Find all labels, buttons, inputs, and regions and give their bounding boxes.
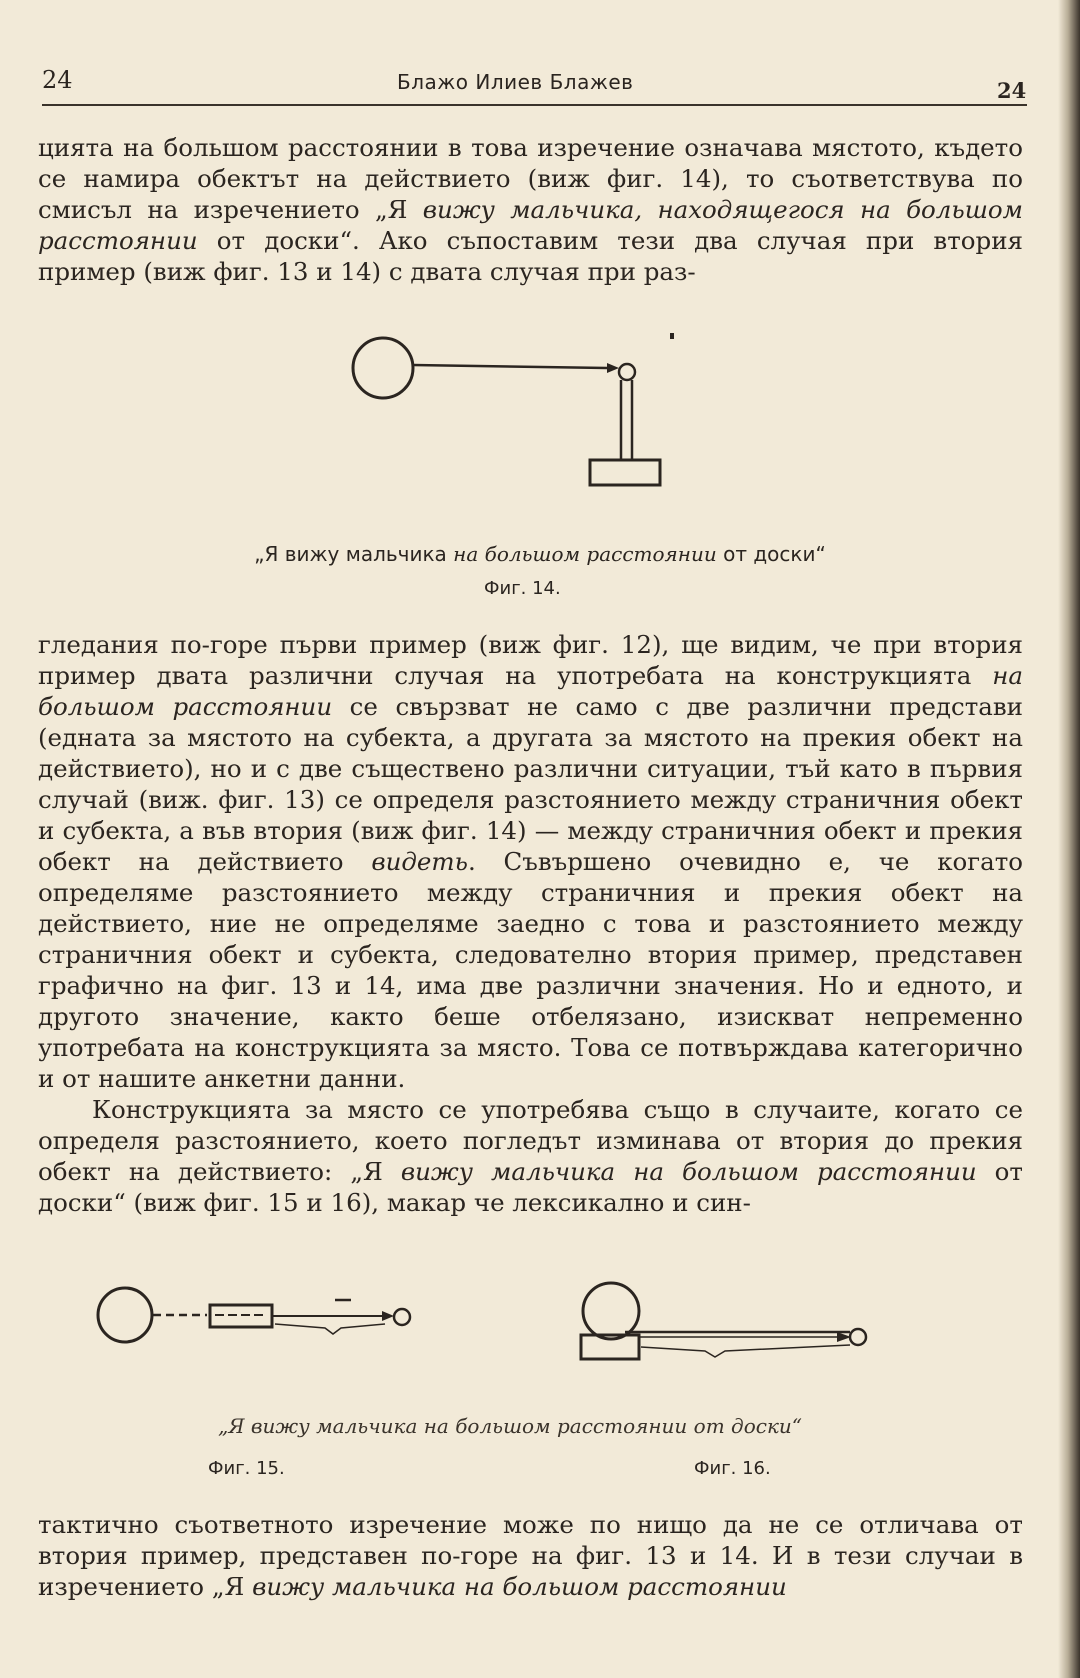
italic-run: вижу мальчика на большом расстоянии	[400, 1157, 977, 1186]
text-run: гледания по-горе първи пример (виж фиг. 12), ще видим, че при втория пример двата различни случая на употребата на конструкцията	[38, 630, 1023, 690]
figure-15-label: Фиг. 15.	[208, 1458, 285, 1479]
italic-run: вижу мальчика на большом расстоянии	[252, 1572, 787, 1601]
arrow-head	[382, 1311, 394, 1321]
caption-text: „Я вижу мальчика	[254, 542, 454, 566]
running-title: Блажо Илиев Блажев	[397, 70, 634, 94]
figure-14-diagram	[345, 325, 725, 500]
header-rule	[42, 104, 1027, 106]
arrow-head	[607, 363, 619, 373]
figure-16-diagram	[575, 1275, 875, 1365]
figures-15-16-caption: „Я вижу мальчика на большом расстоянии от доски“	[217, 1414, 802, 1438]
text-run: от доски“ (виж фиг. 15 и 16), макар че лексикално и син-	[38, 1157, 1023, 1217]
text-run: се свързват не само с две различни представи (едната за мястото на субекта, а другата за мястото на прекия обект на действието), но и с две съществено различни ситуации, тъй като в първия случай (виж. фиг. 13) се определя разстоянието между страничния обект и субекта, а във втория (виж фиг. 14) — между страничния обект и прекия обект на действието	[38, 692, 1023, 876]
object-circle	[850, 1329, 866, 1345]
page-number-right: 24	[997, 78, 1027, 103]
figure-14-label: Фиг. 14.	[484, 578, 561, 599]
figure-14-caption	[190, 542, 890, 566]
distance-brace	[275, 1324, 385, 1334]
subject-circle	[98, 1288, 152, 1342]
caption-italic: на большом расстоянии	[453, 542, 717, 566]
distance-brace	[641, 1345, 850, 1357]
object-circle	[394, 1309, 410, 1325]
text-run: цията на большом расстоянии в това изречение означава мястото, където се намира обектът на действието (виж фиг. 14), то съответствува по смисъл на изречението „Я	[38, 133, 1023, 224]
page-edge-shadow	[1058, 0, 1080, 1678]
figure-15-diagram	[95, 1280, 435, 1350]
text-run: от доски“. Ако съпоставим тези два случая при втория пример (виж фиг. 13 и 14) с двата случая при раз-	[38, 226, 1023, 286]
italic-run: на большом расстоянии	[38, 661, 1023, 721]
paragraph-4	[38, 1509, 1023, 1602]
figure-16-label: Фиг. 16.	[694, 1458, 771, 1479]
ink-mark	[670, 333, 674, 339]
object-circle	[619, 364, 635, 380]
gaze-line	[413, 365, 607, 368]
subject-circle	[583, 1283, 639, 1339]
italic-run: вижу мальчика, находящегося на большом расстоянии	[38, 195, 1023, 255]
text-run: тактично съответното изречение може по нищо да не се отличава от втория пример, представен по-горе на фиг. 13 и 14. И в тези случаи в изречението „Я	[38, 1510, 1023, 1601]
text-run: . Съвършено очевидно е, че когато определяме разстоянието между страничния и прекия обект на действието, ние не определяме заедно с това и разстоянието между страничния обект и субекта, следователно втория пример, представен графично на фиг. 13 и 14, има две различни значения. Но и едното, и другото значение, както беше отбелязано, изискват непременно употребата на конструкцията за място. Това се потвърждава категорично и от нашите анкетни данни.	[38, 847, 1024, 1093]
page-number-left: 24	[42, 66, 73, 94]
caption-text: от доски“	[716, 542, 826, 566]
paragraph-2	[38, 629, 1023, 1218]
page-header	[42, 62, 1027, 112]
italic-run: видеть	[371, 847, 468, 876]
paragraph-1	[38, 132, 1023, 287]
subject-circle	[353, 338, 413, 398]
board-rect	[590, 460, 660, 485]
text-run: Конструкцията за място се употребява също в случаите, когато се определя разстоянието, което погледът изминава от втория до прекия обект на действието: „Я	[38, 1095, 1023, 1186]
